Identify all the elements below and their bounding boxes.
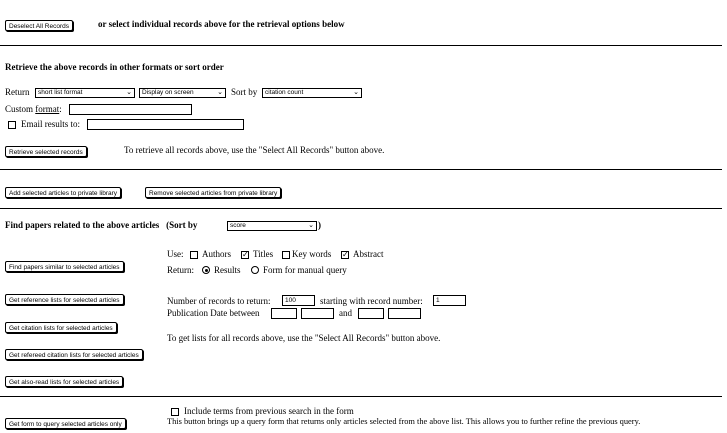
divider xyxy=(0,45,722,46)
remove-from-library-button[interactable]: Remove selected articles from private library xyxy=(145,187,281,198)
sort-select-value: citation count xyxy=(265,89,304,96)
num-records-input[interactable]: 100 xyxy=(282,295,315,306)
retrieve-selected-button[interactable]: Retrieve selected records xyxy=(5,146,87,157)
retrieve-heading: Retrieve the above records in other formats or sort order xyxy=(5,62,224,72)
titles-checkbox[interactable]: ✓ xyxy=(242,250,249,259)
pub-date-end-month[interactable] xyxy=(358,308,384,319)
divider xyxy=(0,396,722,397)
return-label: Return xyxy=(5,87,30,97)
abstract-checkbox[interactable]: ✓ xyxy=(342,250,349,259)
related-return-label: Return: xyxy=(167,265,194,275)
use-label: Use: xyxy=(167,249,184,259)
pub-date-start-year[interactable] xyxy=(301,308,334,319)
retrieve-note: To retrieve all records above, use the "Select All Records" button above. xyxy=(124,145,385,155)
citation-lists-button[interactable]: Get citation lists for selected articles xyxy=(5,322,117,333)
add-to-library-button[interactable]: Add selected articles to private library xyxy=(5,187,121,198)
custom-format-input[interactable] xyxy=(69,104,192,115)
related-sort-suffix: ) xyxy=(318,220,321,230)
chevron-down-icon: ⌄ xyxy=(217,89,223,96)
include-terms-label: Include terms from previous search in the form xyxy=(184,406,354,416)
query-form-button[interactable]: Get form to query selected articles only xyxy=(5,418,126,429)
chevron-down-icon: ⌄ xyxy=(126,89,132,96)
sort-select[interactable] xyxy=(262,88,362,98)
lists-note: To get lists for all records above, use the "Select All Records" button above. xyxy=(167,333,441,343)
also-read-lists-button[interactable]: Get also-read lists for selected articles xyxy=(5,376,123,387)
related-sort-prefix: (Sort by xyxy=(166,220,198,230)
display-select[interactable] xyxy=(139,88,226,98)
divider xyxy=(0,208,722,209)
custom-label: Custom xyxy=(5,104,34,114)
related-heading-text: Find papers related to the above articles xyxy=(5,220,160,230)
titles-label: Titles xyxy=(253,249,274,259)
refereed-citation-lists-button[interactable]: Get refereed citation lists for selected articles xyxy=(5,349,143,360)
query-form-note: This button brings up a query form that returns only articles selected from the above list. This allows you to further refine the previous query. xyxy=(167,417,641,426)
pub-date-label: Publication Date between xyxy=(167,308,260,318)
related-heading xyxy=(5,220,197,230)
reference-lists-button[interactable]: Get reference lists for selected articles xyxy=(5,294,124,305)
authors-checkbox[interactable] xyxy=(190,251,198,259)
pub-date-start-month[interactable] xyxy=(271,308,297,319)
format-select[interactable] xyxy=(35,88,135,98)
manual-form-radio[interactable] xyxy=(251,266,259,274)
email-label: Email results to: xyxy=(21,119,80,129)
divider xyxy=(0,169,722,170)
format-link[interactable]: format xyxy=(35,104,60,114)
results-label: Results xyxy=(214,265,241,275)
keywords-checkbox[interactable] xyxy=(282,251,290,259)
keywords-label: Key words xyxy=(292,249,332,259)
and-label: and xyxy=(339,308,352,318)
manual-form-label: Form for manual query xyxy=(263,265,347,275)
related-sort-value: score xyxy=(230,222,246,229)
results-radio[interactable] xyxy=(202,266,210,274)
pub-date-end-year[interactable] xyxy=(388,308,421,319)
starting-label: starting with record number: xyxy=(320,296,423,306)
chevron-down-icon: ⌄ xyxy=(308,222,314,229)
email-checkbox[interactable] xyxy=(8,121,16,129)
custom-format-label: Custom format: xyxy=(5,104,62,114)
chevron-down-icon: ⌄ xyxy=(353,89,359,96)
num-records-label: Number of records to return: xyxy=(167,296,271,306)
related-sort-select[interactable] xyxy=(227,221,317,231)
deselect-all-button[interactable]: Deselect All Records xyxy=(5,20,73,31)
display-select-value: Display on screen xyxy=(142,89,194,96)
format-select-value: short list format xyxy=(38,89,83,96)
sort-by-label: Sort by xyxy=(231,87,258,97)
find-similar-button[interactable]: Find papers similar to selected articles xyxy=(5,261,124,272)
authors-label: Authors xyxy=(202,249,231,259)
abstract-label: Abstract xyxy=(353,249,384,259)
starting-input[interactable]: 1 xyxy=(433,295,466,306)
include-terms-checkbox[interactable] xyxy=(171,408,179,416)
email-input[interactable] xyxy=(87,119,244,130)
deselect-instructions: or select individual records above for the retrieval options below xyxy=(98,19,345,29)
